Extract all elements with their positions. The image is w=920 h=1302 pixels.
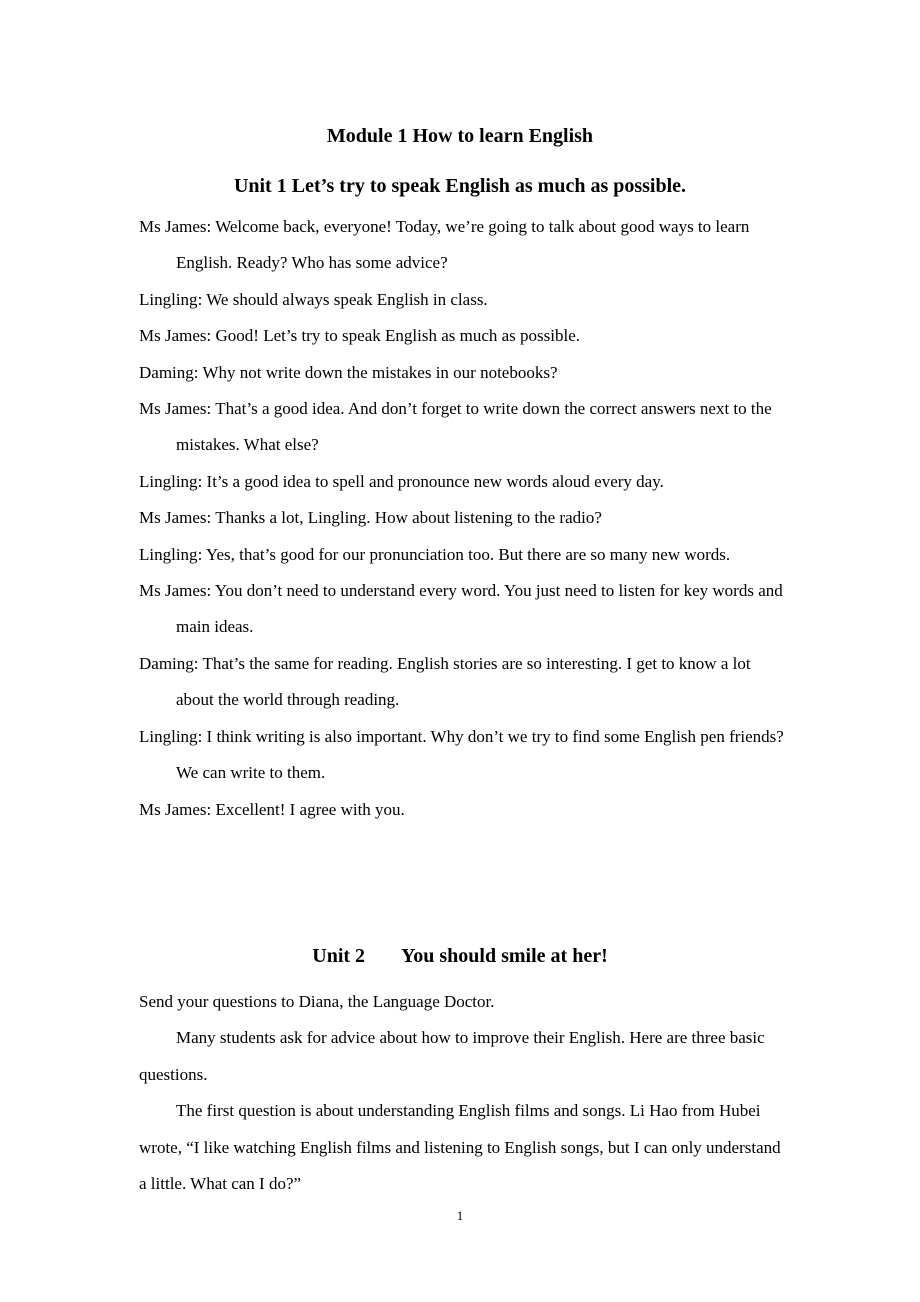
dialogue-text: We should always speak English in class. (206, 289, 488, 309)
speaker-name: Daming : (139, 654, 202, 673)
dialogue-text: Excellent! I agree with you. (215, 799, 405, 819)
dialogue-text: Why not write down the mistakes in our notebooks? (202, 362, 558, 382)
dialogue-line (139, 792, 789, 828)
page-number: 1 (456, 1208, 464, 1223)
dialogue-line (139, 464, 789, 500)
article-intro: Send your questions to Diana, the Language Doctor. (139, 992, 495, 1011)
unit2-article (139, 984, 789, 1202)
article-paragraph: Many students ask for advice about how to improve their English. Here are three basic questions. (139, 1028, 765, 1084)
dialogue-text: Yes, that’s good for our pronunciation too. But there are so many new words. (205, 544, 731, 564)
speaker-name: Daming : (139, 363, 202, 382)
dialogue-line (139, 573, 789, 646)
dialogue-text: Thanks a lot, Lingling. How about listening to the radio? (215, 508, 602, 528)
speaker-name: Lingling : (139, 290, 206, 309)
dialogue-text: That’s a good idea. And don’t forget to write down the correct answers next to the mistakes. What else? (176, 399, 772, 455)
unit2-title (0, 944, 920, 968)
dialogue-text: You don’t need to understand every word. You just need to listen for key words and main ideas. (176, 581, 783, 637)
dialogue-text: Good! Let’s try to speak English as much as possible. (215, 326, 581, 346)
unit1-dialogue (139, 209, 789, 828)
unit2-heading: You should smile at her! (401, 945, 608, 967)
dialogue-line (139, 500, 789, 536)
speaker-name: Lingling : (139, 545, 206, 564)
speaker-name: Ms James : (139, 800, 216, 819)
article-paragraph: The first question is about understanding English films and songs. Li Hao from Hubei wrote, “I like watching English films and listening to English songs, but I can only understand a little. What can I do?” (139, 1101, 781, 1194)
speaker-name: Ms James : (139, 217, 215, 236)
speaker-name: Lingling : (139, 727, 207, 746)
dialogue-line (139, 318, 789, 354)
dialogue-line (139, 355, 789, 391)
dialogue-text: Welcome back, everyone! Today, we’re going to talk about good ways to learn English. Ready? Who has some advice? (176, 217, 750, 273)
dialogue-line (139, 209, 789, 282)
speaker-name: Ms James : (139, 399, 215, 418)
dialogue-line (139, 282, 789, 318)
speaker-name: Ms James : (139, 508, 215, 527)
dialogue-text: That’s the same for reading. English stories are so interesting. I get to know a lot about the world through reading. (176, 653, 751, 710)
unit2-label: Unit 2 (312, 945, 366, 967)
dialogue-line (139, 719, 789, 792)
dialogue-line (139, 537, 789, 573)
dialogue-text: It’s a good idea to spell and pronounce new words aloud every day. (206, 471, 664, 491)
speaker-name: Ms James : (139, 581, 215, 600)
dialogue-line (139, 646, 789, 719)
unit1-title: Unit 1 Let’s try to speak English as much as possible. (233, 175, 687, 197)
speaker-name: Ms James : (139, 326, 216, 345)
module-title: Module 1 How to learn English (326, 125, 594, 147)
dialogue-line (139, 391, 789, 464)
dialogue-text: I think writing is also important. Why don’t we try to find some English pen friends? We can write to them. (176, 726, 784, 783)
speaker-name: Lingling : (139, 472, 207, 491)
